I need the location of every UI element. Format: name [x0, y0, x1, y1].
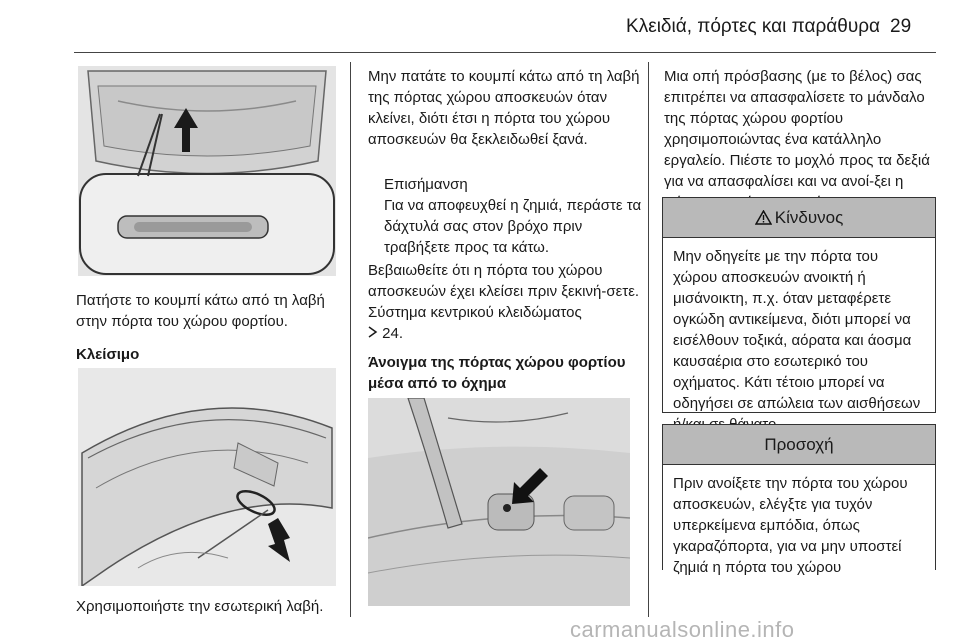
column-divider-2: [648, 62, 649, 617]
arrow-right-icon: [368, 326, 378, 338]
danger-box-text: Μην οδηγείτε με την πόρτα του χώρου αποσκευών ανοικτή ή μισάνοικτη, π.χ. όταν μεταφέρετε ογκώδη αντικείμενα, διότι μπορεί να εισέλθουν τοξικά, αόρατα και άοσμα καυσαέρια στο εσωτερικό του οχήματος. Κάτι τέτοιο μπορεί να οδηγήσει σε απώλεια των αισθήσεων: [673, 248, 921, 412]
warning-triangle-icon: [755, 210, 772, 225]
page-number: 29: [890, 16, 912, 37]
illustration-inner-handle: [78, 368, 336, 586]
heading-closing: Κλείσιμο: [76, 346, 140, 363]
caution-box-title: Προσοχή: [764, 435, 834, 454]
paragraph-access-hole: Μια οπή πρόσβασης (με το βέλος) σας επιτρέπει να απασφαλίσετε το μάνδαλο της πόρτας χώρου φορτίου χρησιμοποιώντας ένα κατάλληλο εργαλείο. Πιέστε το μοχλό προς τα δεξιά για να απασφαλίσει και να ανοί-ξει η: [664, 68, 930, 190]
note-text: Για να αποφευχθεί η ζημιά, περάστε τα δάχτυλά σας στον βρόχο πριν τραβήξετε προς τα κάτω.: [384, 197, 642, 256]
paragraph-dont-press: Μην πατάτε το κουμπί κάτω από τη λαβή της πόρτας χώρου αποσκευών όταν κλείνει, διότι έτσι η πόρτα του χώρου αποσκευών θα ξεκλειδωθεί ξανά.: [368, 68, 640, 148]
cross-reference-page[interactable]: 24.: [382, 325, 404, 342]
danger-box-title: Κίνδυνος: [774, 208, 844, 227]
note-title: Επισήμανση: [384, 176, 468, 193]
caution-box-text: Πριν ανοίξετε την πόρτα του χώρου αποσκευών, ελέγξτε για τυχόν υπερκείμενα εμπόδια, όπως γκαραζόπορτα, για να μην υποστεί ζημιά η πόρτα του χώρου: [673, 475, 908, 576]
illustration-tailgate-button: [78, 66, 336, 276]
watermark: carmanualsonline.info: [570, 617, 795, 642]
danger-box-header: [663, 198, 935, 238]
column-divider-1: [350, 62, 351, 617]
page-header-title: Κλειδιά, πόρτες και παράθυρα: [626, 16, 880, 37]
paragraph-central-locking: Σύστημα κεντρικού κλειδώματος: [368, 304, 582, 321]
cross-reference: [368, 323, 640, 344]
caution-box: [662, 424, 936, 576]
paragraph-ensure-closed: Βεβαιωθείτε ότι η πόρτα του χώρου αποσκευών έχει κλείσει πριν ξεκινή-σετε.: [368, 262, 640, 300]
caption-press-button: Πατήστε το κουμπί κάτω από τη λαβή στην πόρτα του χώρου φορτίου.: [76, 292, 325, 330]
caution-box-header: [663, 425, 935, 465]
danger-box: [662, 197, 936, 413]
caption-inner-handle: Χρησιμοποιήστε την εσωτερική λαβή.: [76, 598, 324, 615]
heading-open-from-inside: Άνοιγμα της πόρτας χώρου φορτίου μέσα από το όχημα: [368, 354, 626, 392]
header-divider: [74, 52, 936, 53]
illustration-access-hole: [368, 398, 630, 606]
